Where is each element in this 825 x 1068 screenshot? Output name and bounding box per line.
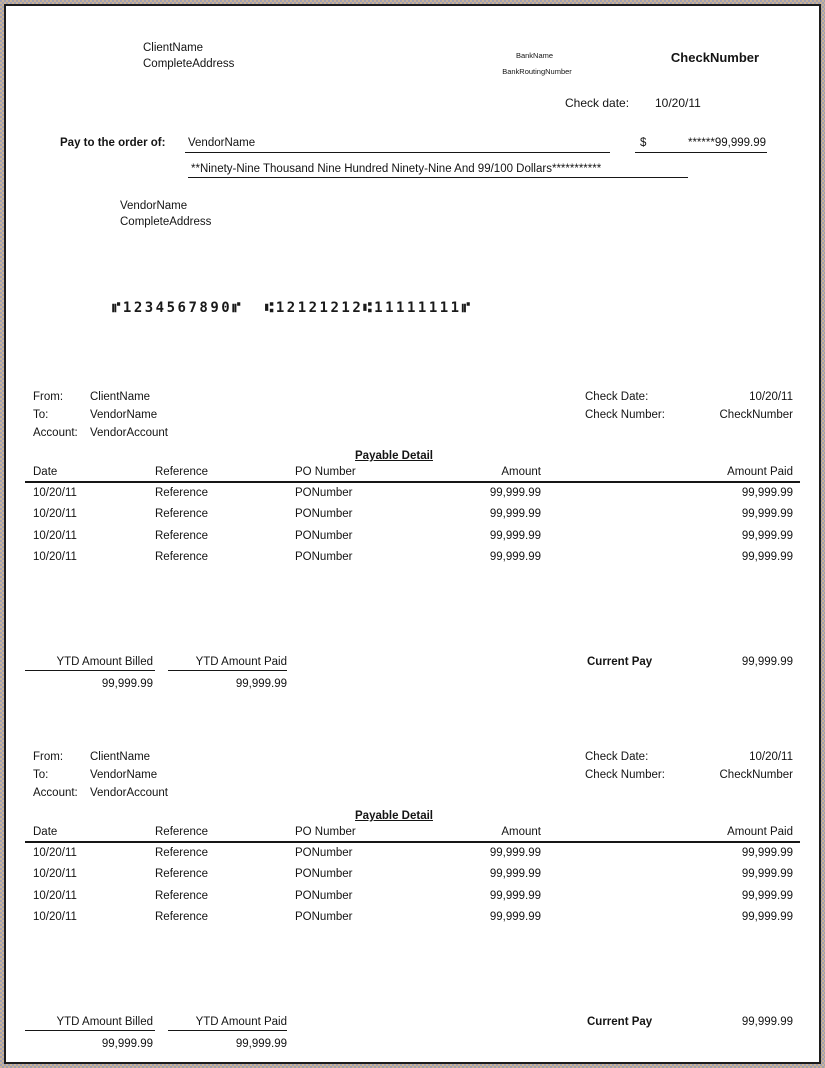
payable-detail-title: Payable Detail: [355, 450, 433, 462]
row-reference: Reference: [155, 890, 209, 902]
header-po-number: PO Number: [295, 826, 356, 838]
bank-name: BankName: [515, 51, 554, 60]
table-header-row: [0, 825, 825, 841]
ytd-amount-paid-label: YTD Amount Paid: [195, 656, 287, 668]
table-row: [0, 550, 825, 566]
to-value: VendorName: [90, 769, 158, 781]
amount-in-words: **Ninety-Nine Thousand Nine Hundred Ninety-Nine And 99/100 Dollars***********: [191, 163, 602, 175]
row-reference: Reference: [155, 551, 209, 563]
stub-check-number-value: CheckNumber: [719, 409, 793, 421]
row-amount-paid: 99,999.99: [741, 487, 793, 499]
row-date: 10/20/11: [33, 551, 77, 563]
row-amount: 99,999.99: [489, 551, 541, 563]
check-date-value: 10/20/11: [655, 96, 701, 110]
header-amount: Amount: [501, 466, 541, 478]
account-label: Account:: [33, 787, 78, 799]
row-reference: Reference: [155, 911, 209, 923]
row-amount: 99,999.99: [489, 868, 541, 880]
check-number: CheckNumber: [670, 50, 760, 65]
row-amount-paid: 99,999.99: [741, 847, 793, 859]
bank-routing-number: BankRoutingNumber: [502, 67, 572, 76]
account-label: Account:: [33, 427, 78, 439]
to-value: VendorName: [90, 409, 158, 421]
current-pay-label: Current Pay: [587, 656, 653, 668]
row-date: 10/20/11: [33, 530, 77, 542]
stub-check-date-value: 10/20/11: [749, 391, 793, 403]
from-label: From:: [33, 391, 64, 403]
current-pay-label: Current Pay: [587, 1016, 653, 1028]
header-amount: Amount: [501, 826, 541, 838]
header-reference: Reference: [155, 466, 209, 478]
stub-check-number-value: CheckNumber: [719, 769, 793, 781]
header-divider: [25, 481, 800, 483]
account-value: VendorAccount: [90, 427, 169, 439]
stub-check-number-label: Check Number:: [585, 769, 665, 781]
row-reference: Reference: [155, 530, 209, 542]
row-po-number: PONumber: [295, 551, 353, 563]
row-date: 10/20/11: [33, 487, 77, 499]
from-value: ClientName: [90, 391, 151, 403]
ytd-amount-billed-value: 99,999.99: [101, 678, 153, 690]
table-row: [0, 507, 825, 523]
stub-check-number-label: Check Number:: [585, 409, 665, 421]
stub-check-date-label: Check Date:: [585, 391, 649, 403]
currency-symbol: $: [640, 137, 647, 149]
row-amount-paid: 99,999.99: [741, 890, 793, 902]
row-date: 10/20/11: [33, 508, 77, 520]
current-pay-value: 99,999.99: [741, 656, 793, 668]
row-amount-paid: 99,999.99: [741, 911, 793, 923]
row-amount: 99,999.99: [489, 911, 541, 923]
current-pay-value: 99,999.99: [741, 1016, 793, 1028]
row-reference: Reference: [155, 508, 209, 520]
row-po-number: PONumber: [295, 508, 353, 520]
row-date: 10/20/11: [33, 847, 77, 859]
check-date-label: Check date:: [565, 96, 630, 110]
amount-underline: [635, 152, 767, 153]
row-amount-paid: 99,999.99: [741, 508, 793, 520]
row-po-number: PONumber: [295, 868, 353, 880]
row-amount: 99,999.99: [489, 890, 541, 902]
from-value: ClientName: [90, 751, 151, 763]
ytd-amount-paid-value: 99,999.99: [235, 1038, 287, 1050]
amount-value: ******99,999.99: [687, 137, 766, 149]
payee-underline: [185, 152, 610, 153]
vendor-address: CompleteAddress: [120, 216, 212, 228]
client-address: CompleteAddress: [143, 58, 235, 70]
header-divider: [25, 841, 800, 843]
row-reference: Reference: [155, 868, 209, 880]
row-reference: Reference: [155, 847, 209, 859]
row-amount: 99,999.99: [489, 487, 541, 499]
row-po-number: PONumber: [295, 847, 353, 859]
to-label: To:: [33, 409, 49, 421]
table-row: [0, 910, 825, 926]
row-po-number: PONumber: [295, 890, 353, 902]
row-amount-paid: 99,999.99: [741, 551, 793, 563]
ytd-billed-underline: [25, 670, 155, 671]
client-name: ClientName: [143, 42, 204, 54]
row-date: 10/20/11: [33, 911, 77, 923]
amount-words-underline: [188, 177, 688, 178]
table-header-row: [0, 465, 825, 481]
to-label: To:: [33, 769, 49, 781]
row-date: 10/20/11: [33, 890, 77, 902]
ytd-paid-underline: [168, 670, 287, 671]
row-amount-paid: 99,999.99: [741, 530, 793, 542]
table-row: [0, 867, 825, 883]
ytd-amount-billed-value: 99,999.99: [101, 1038, 153, 1050]
table-row: [0, 486, 825, 502]
table-row: [0, 529, 825, 545]
header-po-number: PO Number: [295, 466, 356, 478]
ytd-amount-paid-value: 99,999.99: [235, 678, 287, 690]
header-amount-paid: Amount Paid: [727, 466, 793, 478]
ytd-amount-billed-label: YTD Amount Billed: [56, 1016, 153, 1028]
header-amount-paid: Amount Paid: [727, 826, 793, 838]
row-po-number: PONumber: [295, 530, 353, 542]
payable-detail-title: Payable Detail: [355, 810, 433, 822]
row-amount-paid: 99,999.99: [741, 868, 793, 880]
row-date: 10/20/11: [33, 868, 77, 880]
payee-name: VendorName: [188, 137, 256, 149]
ytd-amount-billed-label: YTD Amount Billed: [56, 656, 153, 668]
from-label: From:: [33, 751, 64, 763]
pay-to-label: Pay to the order of:: [60, 137, 166, 149]
table-row: [0, 889, 825, 905]
row-po-number: PONumber: [295, 487, 353, 499]
row-reference: Reference: [155, 487, 209, 499]
ytd-paid-underline: [168, 1030, 287, 1031]
ytd-amount-paid-label: YTD Amount Paid: [195, 1016, 287, 1028]
header-date: Date: [33, 826, 58, 838]
row-po-number: PONumber: [295, 911, 353, 923]
row-amount: 99,999.99: [489, 508, 541, 520]
stub-check-date-value: 10/20/11: [749, 751, 793, 763]
header-reference: Reference: [155, 826, 209, 838]
vendor-name: VendorName: [120, 200, 188, 212]
table-row: [0, 846, 825, 862]
micr-line: ⑈1234567890⑈ ⑆12121212⑆11111111⑈: [112, 300, 473, 316]
stub-check-date-label: Check Date:: [585, 751, 649, 763]
header-date: Date: [33, 466, 58, 478]
row-amount: 99,999.99: [489, 847, 541, 859]
row-amount: 99,999.99: [489, 530, 541, 542]
account-value: VendorAccount: [90, 787, 169, 799]
ytd-billed-underline: [25, 1030, 155, 1031]
